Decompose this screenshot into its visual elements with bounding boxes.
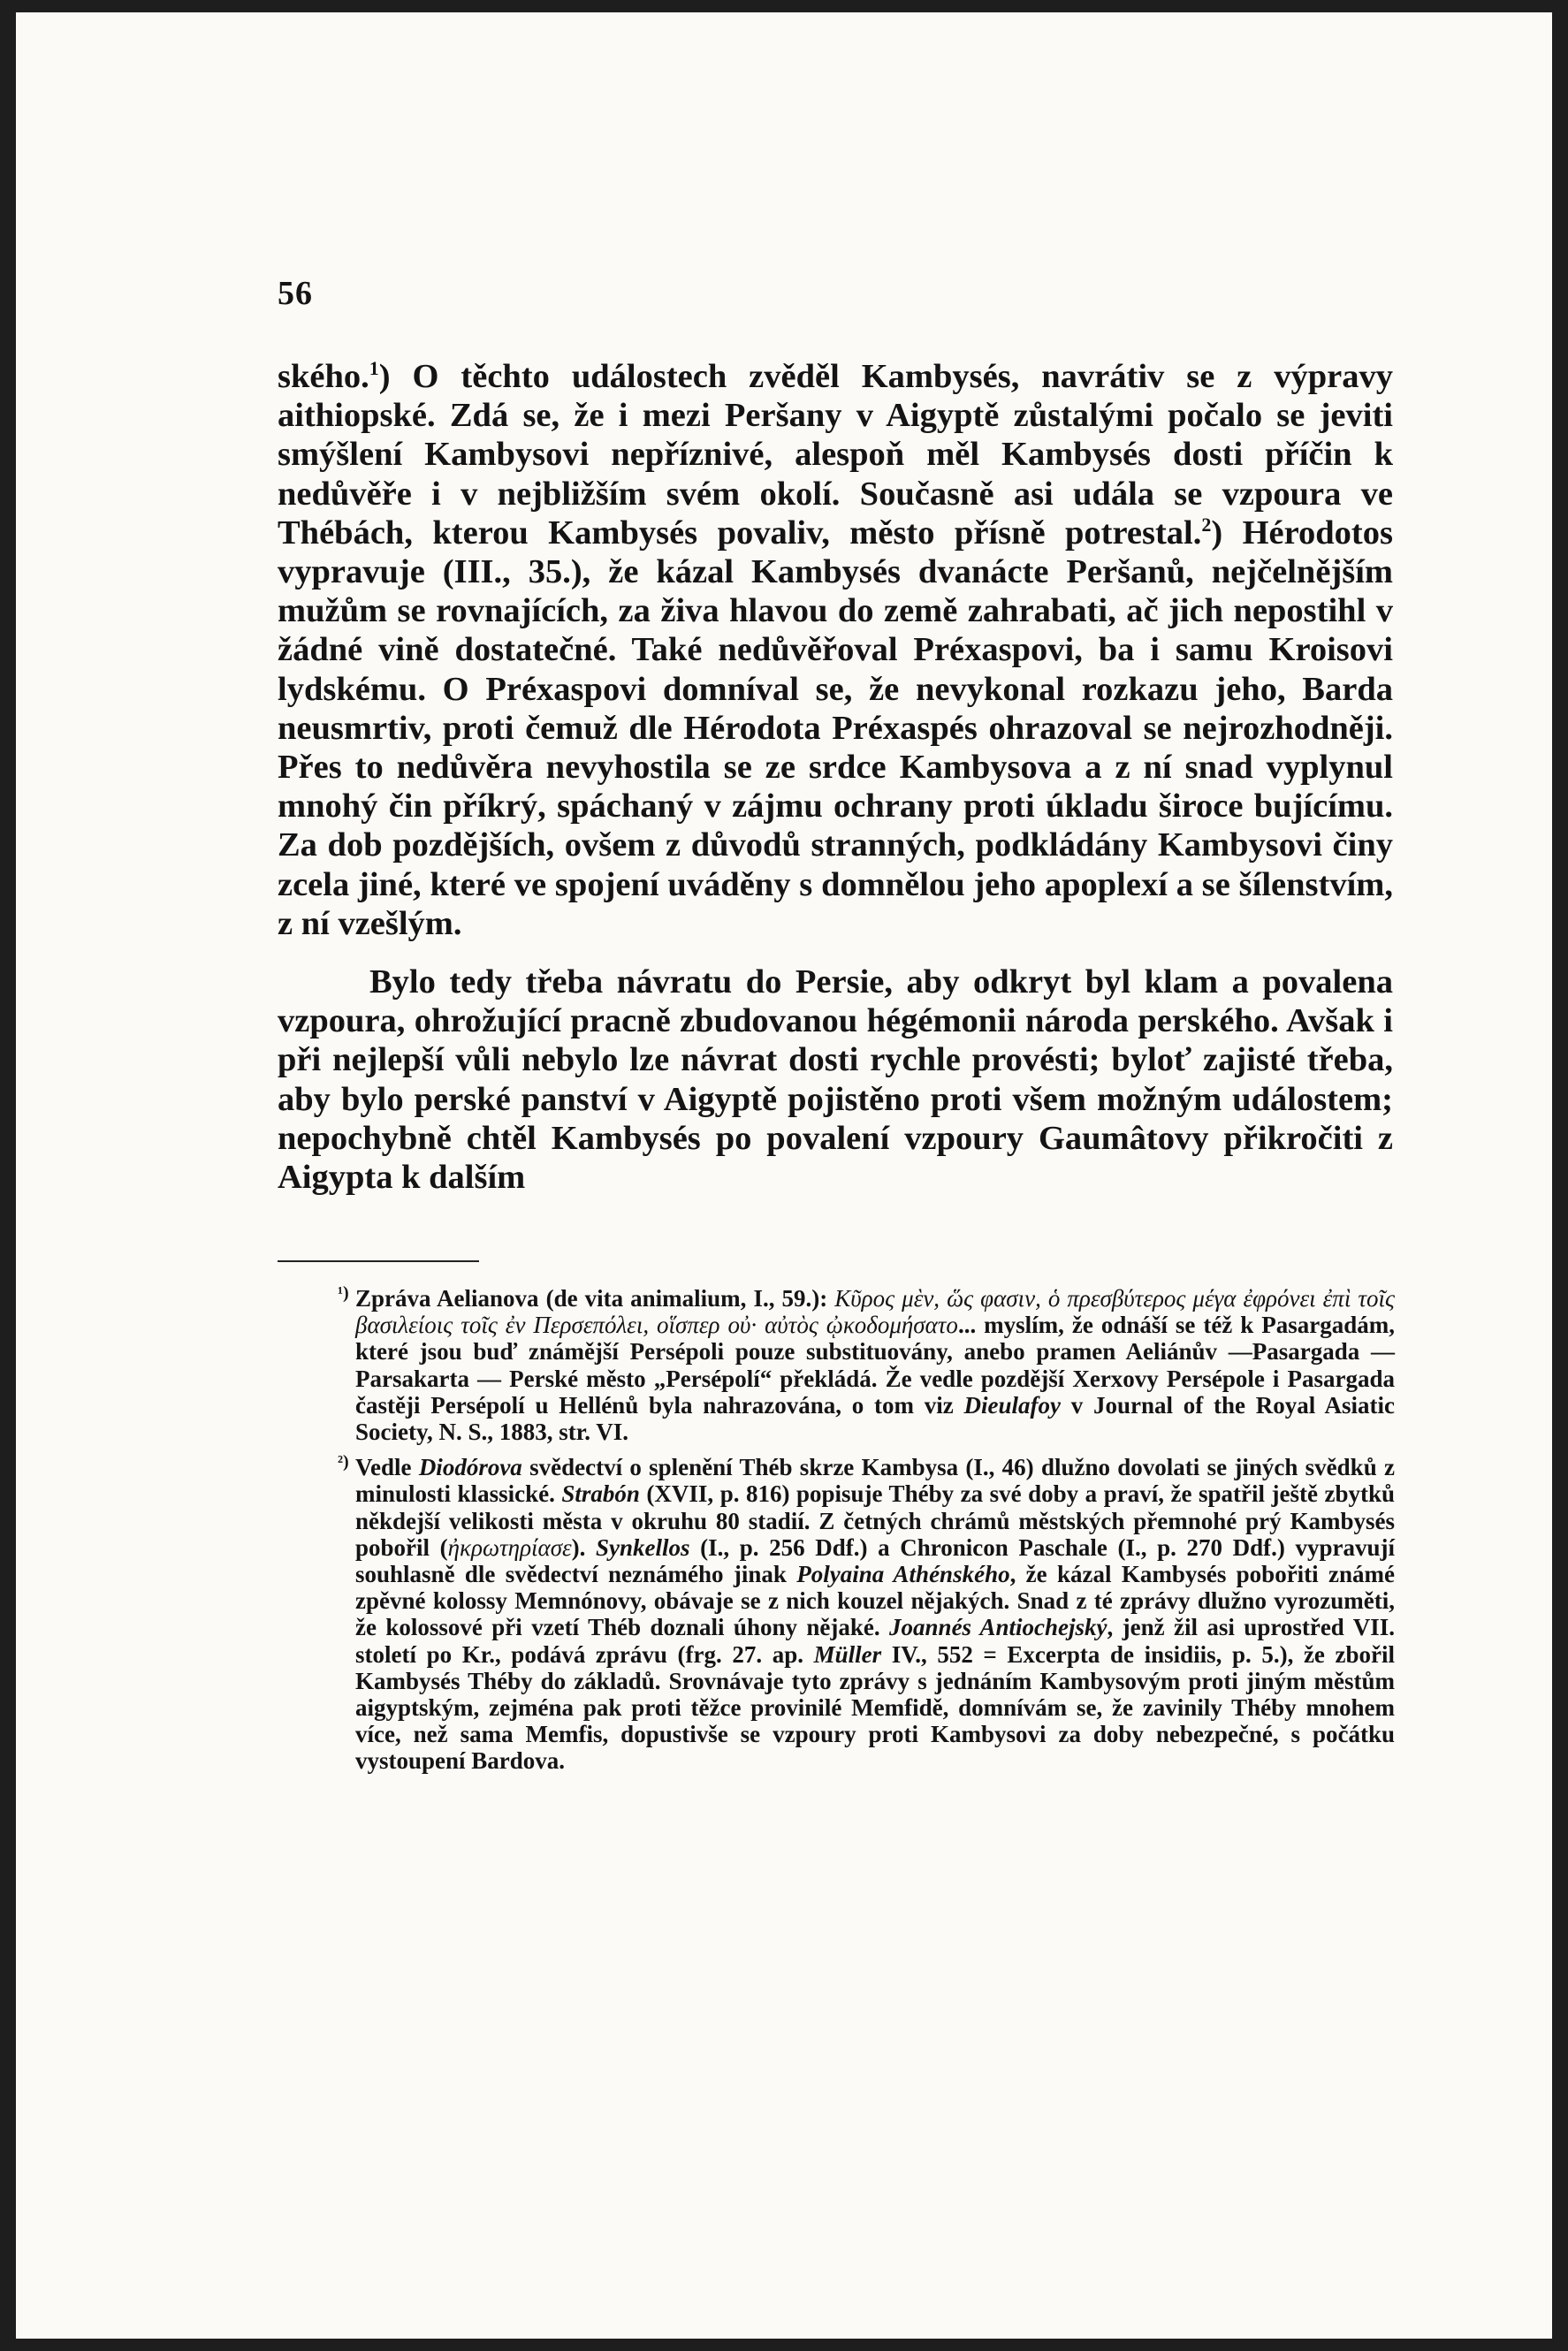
text-run: (I., p. 256 Ddf.) a Chronicon Paschale (I., p. 270 Ddf.) vypravují souhlasně dle svědectví neznámého jinak <box>355 1533 1395 1588</box>
text-run: v Journal of the Royal Asiatic Society, N. S., 1883, str. VI. <box>355 1391 1396 1446</box>
text-run: ) Hérodotos vypravuje (III., 35.), že kázal Kambysés dvanácte Peršanů, nejčelnějším mužům se rovnajících, za živa hlavou do země zahrabati, ač jich nepostihl v žádné vině dostatečné. Také nedůvěřoval Préxaspovi, ba i samu Kroisovi lydskému. O Préxaspovi domníval se, že nevykonal rozkazu jeho, Barda neusmrtiv, proti čemuž dle Hérodota Préxaspés ohrazoval se nejrozhodněji. Přes to nedůvěra nevyhostila se ze srdce Kambysova a z ní snad vyplynul mnohý čin příkrý, spáchaný v zájmu ochrany proti úkladu široce bujícímu. Za dob pozdějších, ovšem z důvodů stranných, podkládány Kambysovi činy zcela jiné, které ve spojení uváděny s domnělou jeho apoplexí a se šílenstvím, z ní vzešlým. <box>278 514 1393 942</box>
text-run: ) O těchto událostech zvěděl Kambysés, navrátiv se z výpravy aithiopské. Zdá se, že i mezi Peršany v Aigyptě zůstalými počalo se jeviti smýšlení Kambysovi nepříznivé, alespoň měl Kambysés dosti příčin k nedůvěře i v nejbližším svém okolí. Současně asi udála se vzpoura ve Thébách, kterou Kambysés povaliv, město přísně potrestal. <box>278 358 1393 552</box>
footnote-mark: ²) <box>338 1452 349 1472</box>
footnote-separator <box>278 1260 479 1262</box>
footnote-ref-2: 2 <box>1201 513 1212 536</box>
text-run: ). <box>571 1533 597 1561</box>
footnote-ref-1: 1 <box>369 357 379 379</box>
author-name: Dieulafoy <box>963 1391 1061 1419</box>
text-run: , že kázal Kambysés pobořiti známé zpěvné kolossy Memnónovy, obávaje se z nich kouzel nějakých. Snad z té zprávy dlužno vyrozuměti, že kolossové při vzetí Théb doznali úhony nějaké. <box>355 1561 1395 1641</box>
book-page <box>16 12 1552 2339</box>
greek-word: ἠκρωτηρίασε <box>447 1533 572 1561</box>
footnote-mark: ¹) <box>338 1283 349 1303</box>
paragraph-2: Bylo tedy třeba návratu do Persie, aby odkryt byl klam a povalena vzpoura, ohrožující pracně zbudovanou hégémonii národa perského. Avšak i při nejlepší vůli nebylo lze návrat dosti rychle provésti; byloť zajisté třeba, aby bylo perské panství v Aigyptě pojistěno proti všem možným událostem; nepochybně chtěl Kambysés po povalení vzpoury Gaumâtovy přikročiti z Aigypta k dalším <box>278 963 1393 1197</box>
text-run: ského. <box>278 358 369 395</box>
text-run: svědectví o splenění Théb skrze Kambysa (I., 46) dlužno dovolati se jiných svědků z minulosti klassické. <box>355 1454 1395 1508</box>
footnotes <box>338 1283 1396 1784</box>
text-run: (XVII, p. 816) popisuje Théby za své doby a praví, že spatřil ještě zbytků někdejší velikosti města v okruhu 80 stadií. Z četných chrámů městských přemnohé prý Kambysés pobořil ( <box>355 1480 1395 1561</box>
author-name: Polyaina Athénského <box>796 1561 1010 1588</box>
author-name: Strabón <box>561 1480 640 1508</box>
author-name: Diodórova <box>418 1454 522 1481</box>
footnote-1 <box>338 1283 1396 1446</box>
footnote-2 <box>338 1452 1396 1775</box>
text-run: IV., 552 = Excerpta de insidiis, p. 5.), že zbořil Kambysés Théby do základů. Srovnávaje tyto zprávy s jednáním Kambysovým proti jiným městům aigyptským, zejména pak proti těžce provinilé Memfidě, domnívám se, že zavinily Théby mnohem více, než sama Memfis, dopustivše se vzpoury proti Kambysovi za doby nebezpečné, s počátku vystoupení Bardova. <box>355 1640 1396 1775</box>
text-run: , jenž žil asi uprostřed VII. století po Kr., podává zprávu (frg. 27. ap. <box>355 1614 1395 1668</box>
text-run: ... myslím, že odnáší se též k Pasargadám, které jsou buď známější Persépoli pouze substituovány, anebo pramen Aeliánův —Pasargada — Parsakarta — Perské město „Persépolí“ překládá. Že vedle pozdější Xerxovy Persépole i Pasargada častěji Persépolí u Hellénů byla nahrazována, o tom viz <box>355 1312 1395 1419</box>
author-name: Müller <box>813 1640 882 1668</box>
page-number: 56 <box>278 275 313 312</box>
greek-quote: Κῦρος μὲν, ὥς φασιν, ὁ πρεσβύτερος μέγα ἐφρόνει ἐπὶ τοῖς βασιλείοις τοῖς ἐν Περσεπόλει, οἵσπερ οὐ· αὐτὸς ᾠκοδομήσατο <box>355 1285 1395 1339</box>
text-run: Vedle <box>355 1454 419 1481</box>
main-text <box>278 357 1393 1197</box>
paragraph-1 <box>278 357 1393 943</box>
author-name: Joannés Antiochejský <box>889 1614 1107 1641</box>
author-name: Synkellos <box>596 1533 690 1561</box>
text-run: Zpráva Aelianova (de vita animalium, I., 59.): <box>355 1285 835 1312</box>
